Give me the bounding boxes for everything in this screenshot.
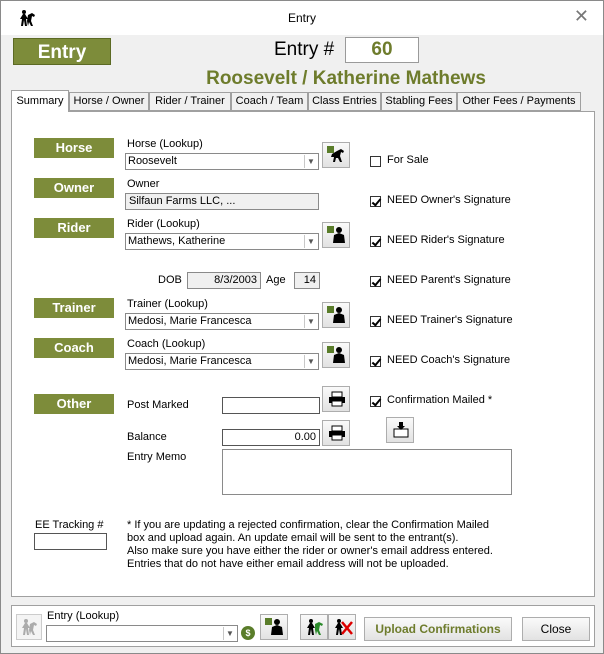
- rider-value: Mathews, Katherine: [128, 235, 226, 247]
- tab-class-entries[interactable]: Class Entries: [308, 92, 381, 111]
- section-horse: Horse: [34, 138, 114, 158]
- section-coach: Coach: [34, 338, 114, 358]
- parent-signature-checkbox[interactable]: [370, 276, 381, 287]
- trainer-signature-checkbox[interactable]: [370, 316, 381, 327]
- balance-field[interactable]: 0.00: [222, 429, 320, 446]
- age-label: Age: [266, 274, 286, 286]
- post-marked-field[interactable]: [222, 397, 320, 414]
- entry-lookup-combo[interactable]: [46, 625, 238, 642]
- chevron-down-icon[interactable]: ▼: [304, 155, 317, 168]
- close-button[interactable]: Close: [522, 617, 590, 641]
- person-icon: [327, 306, 347, 324]
- post-marked-label: Post Marked: [127, 399, 189, 411]
- chevron-down-icon[interactable]: ▼: [304, 235, 317, 248]
- owner-label: Owner: [127, 178, 160, 190]
- parent-signature-label: NEED Parent's Signature: [387, 274, 511, 286]
- tab-rider-trainer[interactable]: Rider / Trainer: [149, 92, 231, 111]
- rider-label: Rider (Lookup): [127, 218, 200, 230]
- entry-lookup-label: Entry (Lookup): [47, 610, 120, 622]
- for-sale-label: For Sale: [387, 154, 429, 166]
- entry-number-field[interactable]: 60: [345, 37, 419, 63]
- ee-tracking-field[interactable]: [34, 533, 107, 550]
- note-line: Also make sure you have either the rider or owner's email address entered.: [127, 545, 493, 557]
- horse-icon: [327, 146, 347, 164]
- owner-signature-label: NEED Owner's Signature: [387, 194, 511, 206]
- section-rider: Rider: [34, 218, 114, 238]
- dob-label: DOB: [158, 274, 182, 286]
- horse-rider-delete-icon: [333, 618, 353, 636]
- tab-horse-owner[interactable]: Horse / Owner: [69, 92, 149, 111]
- note-line: Entries that do not have either email address will not be uploaded.: [127, 558, 449, 570]
- rider-combo[interactable]: [125, 233, 319, 250]
- coach-signature-checkbox[interactable]: [370, 356, 381, 367]
- trainer-signature-label: NEED Trainer's Signature: [387, 314, 513, 326]
- owner-signature-checkbox[interactable]: [370, 196, 381, 207]
- coach-combo[interactable]: [125, 353, 319, 370]
- chevron-down-icon[interactable]: ▼: [223, 627, 236, 640]
- delete-entry-button[interactable]: [328, 614, 356, 640]
- coach-lookup-button[interactable]: [322, 342, 350, 368]
- entry-memo-textarea[interactable]: [222, 449, 512, 495]
- rider-lookup-button[interactable]: [322, 222, 350, 248]
- balance-label: Balance: [127, 431, 167, 443]
- coach-label: Coach (Lookup): [127, 338, 206, 350]
- entry-lookup-button[interactable]: [260, 614, 288, 640]
- horse-rider-icon: [20, 618, 38, 636]
- for-sale-checkbox[interactable]: [370, 156, 381, 167]
- owner-field: Silfaun Farms LLC, ...: [125, 193, 319, 210]
- window-title: Entry: [287, 11, 316, 25]
- rider-signature-checkbox[interactable]: [370, 236, 381, 247]
- coach-value: Medosi, Marie Francesca: [128, 355, 252, 367]
- chevron-down-icon[interactable]: ▼: [304, 315, 317, 328]
- close-icon[interactable]: ✕: [573, 6, 589, 27]
- tab-coach-team[interactable]: Coach / Team: [231, 92, 308, 111]
- horse-combo[interactable]: [125, 153, 319, 170]
- dob-field: 8/3/2003: [187, 272, 261, 289]
- rider-signature-label: NEED Rider's Signature: [387, 234, 505, 246]
- printer-icon: [327, 390, 347, 408]
- entry-badge: Entry: [13, 38, 111, 65]
- section-owner: Owner: [34, 178, 114, 198]
- confirmation-mailed-checkbox[interactable]: [370, 396, 381, 407]
- age-field: 14: [294, 272, 320, 289]
- horse-rider-add-icon: [305, 618, 325, 636]
- title-bar: [1, 1, 603, 35]
- horse-value: Roosevelt: [128, 155, 177, 167]
- coach-signature-label: NEED Coach's Signature: [387, 354, 511, 366]
- summary-panel: [11, 111, 595, 597]
- person-icon: [327, 226, 347, 244]
- note-line: box and upload again. An update email will be sent to the entrant(s).: [127, 532, 459, 544]
- upload-icon: [391, 421, 411, 439]
- person-icon: [327, 346, 347, 364]
- currency-icon[interactable]: $: [241, 626, 255, 640]
- tab-stabling-fees[interactable]: Stabling Fees: [381, 92, 457, 111]
- entry-name-title: Roosevelt / Katherine Mathews: [206, 68, 486, 89]
- trainer-value: Medosi, Marie Francesca: [128, 315, 252, 327]
- section-other: Other: [34, 394, 114, 414]
- trainer-combo[interactable]: [125, 313, 319, 330]
- entry-number-label: Entry #: [274, 39, 335, 60]
- horse-lookup-button[interactable]: [322, 142, 350, 168]
- person-icon: [265, 618, 285, 636]
- tab-summary[interactable]: Summary: [11, 90, 69, 112]
- entry-memo-label: Entry Memo: [127, 451, 187, 463]
- tab-other-fees-payments[interactable]: Other Fees / Payments: [457, 92, 581, 111]
- chevron-down-icon[interactable]: ▼: [304, 355, 317, 368]
- confirmation-note: [127, 519, 507, 571]
- add-entry-button[interactable]: [300, 614, 328, 640]
- upload-confirmations-button[interactable]: Upload Confirmations: [364, 617, 512, 641]
- print-balance-button[interactable]: [322, 420, 350, 446]
- section-trainer: Trainer: [34, 298, 114, 318]
- upload-confirmation-button[interactable]: [386, 417, 414, 443]
- ee-tracking-label: EE Tracking #: [35, 519, 104, 531]
- trainer-label: Trainer (Lookup): [127, 298, 208, 310]
- horse-label: Horse (Lookup): [127, 138, 203, 150]
- printer-icon: [327, 424, 347, 442]
- confirmation-mailed-label: Confirmation Mailed *: [387, 394, 493, 406]
- note-line: * If you are updating a rejected confirmation, clear the Confirmation Mailed: [127, 519, 489, 531]
- new-entry-button[interactable]: [16, 614, 42, 640]
- trainer-lookup-button[interactable]: [322, 302, 350, 328]
- footer-bar: [11, 605, 595, 647]
- print-post-marked-button[interactable]: [322, 386, 350, 412]
